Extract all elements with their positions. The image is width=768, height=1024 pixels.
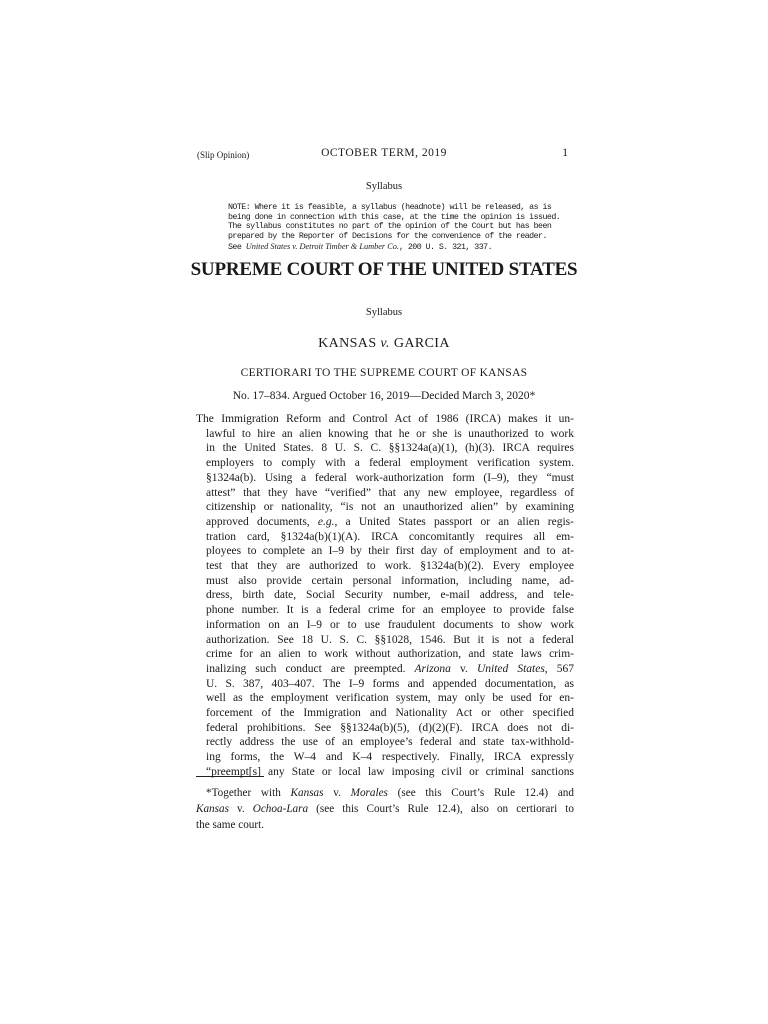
body-line: dress, birth date, Social Security number, e-mail address, and tele- xyxy=(206,589,574,602)
slip-opinion-label: (Slip Opinion) xyxy=(197,150,250,160)
note-citation-suffix: , 200 U. S. 321, 337. xyxy=(398,242,492,252)
body-line: The Immigration Reform and Control Act of 1986 (IRCA) makes it un- xyxy=(196,413,574,425)
body-line: “preempt[s] any State or local law imposing civil or criminal sanctions xyxy=(206,765,574,778)
body-line: tration card, §1324a(b)(1)(A). IRCA concomitantly requires all em- xyxy=(206,530,574,543)
body-line: phone number. It is a federal crime for an employee to provide false xyxy=(206,604,574,617)
court-title: SUPREME COURT OF THE UNITED STATES xyxy=(190,259,578,280)
body-line: well as the employment verification system, may only be used for en- xyxy=(206,692,574,705)
note-line-citation xyxy=(228,242,542,253)
body-line: forcement of the Immigration and Nationality Act or other specified xyxy=(206,707,574,720)
body-line: federal prohibitions. See §§1324a(b)(5), (d)(2)(F). IRCA does not di- xyxy=(206,721,574,734)
body-line: citizenship or nationality, “is not an unauthorized alien” by examining xyxy=(206,501,574,514)
note-line: The syllabus constitutes no part of the opinion of the Court but has been xyxy=(228,222,552,232)
term-label: OCTOBER TERM, 2019 xyxy=(321,147,447,159)
body-line: test that they are authorized to work. §1324a(b)(2). Every employee xyxy=(206,560,574,573)
body-line: in the United States. 8 U. S. C. §§1324a(a)(1), (h)(3). IRCA requires xyxy=(206,442,574,455)
note-citation-case: United States v. Detroit Timber & Lumber Co. xyxy=(245,241,399,251)
body-fragment: , 567 xyxy=(544,662,574,675)
body-line: ployees to complete an I–9 by their first day of employment and to at- xyxy=(206,545,574,558)
respondent-name: GARCIA xyxy=(393,336,450,351)
body-italic: Arizona xyxy=(414,662,451,675)
body-line: must also provide certain personal information, including name, ad- xyxy=(206,574,574,587)
note-line: being done in connection with this case, at the time the opinion is issued. xyxy=(228,212,561,222)
footnote-divider xyxy=(196,776,264,777)
body-fragment: approved documents, xyxy=(206,515,318,528)
body-line: lawful to hire an alien knowing that he or she is unauthorized to work xyxy=(206,427,574,440)
syllabus-heading: Syllabus xyxy=(365,307,403,318)
footnote-line xyxy=(196,801,574,817)
reporter-note xyxy=(228,203,561,253)
certiorari-line: CERTIORARI TO THE SUPREME COURT OF KANSAS xyxy=(240,367,528,379)
note-line: prepared by the Reporter of Decisions for the convenience of the reader. xyxy=(228,232,547,242)
footnote xyxy=(196,785,574,833)
footnote-fragment: v. xyxy=(228,803,253,815)
footnote-italic: Ochoa-Lara xyxy=(252,803,309,815)
body-line xyxy=(196,515,574,530)
body-line xyxy=(196,662,574,677)
docket-line: No. 17–834. Argued October 16, 2019—Decided March 3, 2020* xyxy=(232,390,536,402)
footnote-line xyxy=(196,785,574,801)
body-italic: e.g. xyxy=(317,515,335,528)
footnote-italic: Morales xyxy=(350,787,388,799)
body-fragment: v. xyxy=(450,662,477,675)
note-citation-prefix: See xyxy=(228,242,246,252)
footnote-italic: Kansas xyxy=(290,787,324,799)
footnote-fragment: *Together with xyxy=(206,787,291,799)
versus-label: v. xyxy=(380,336,390,351)
body-line: information on an I–9 or to use fraudulent documents to show work xyxy=(206,618,574,631)
note-line: NOTE: Where it is feasible, a syllabus (headnote) will be released, as is xyxy=(228,203,552,212)
petitioner-name: KANSAS xyxy=(318,336,377,351)
body-line: authorization. See 18 U. S. C. §§1028, 1546. But it is not a federal xyxy=(206,633,574,646)
body-line: ing forms, the W–4 and K–4 respectively. Finally, IRCA expressly xyxy=(206,751,574,764)
footnote-italic: Kansas xyxy=(196,803,229,815)
case-title xyxy=(197,336,571,352)
body-fragment: , a United States passport or an alien regis- xyxy=(334,515,574,528)
footnote-line: the same court. xyxy=(196,819,265,831)
page-number: 1 xyxy=(562,147,568,159)
body-line: attest” that they have “verified” that any new employee, regardless of xyxy=(206,486,574,499)
footnote-fragment: v. xyxy=(323,787,351,799)
body-line: U. S. 387, 403–407. The I–9 forms and appended documentation, as xyxy=(206,677,574,690)
body-fragment: inalizing such conduct are preempted. xyxy=(206,662,415,675)
body-line: §1324a(b). Using a federal work-authorization form (I–9), they “must xyxy=(206,471,574,484)
footnote-fragment: (see this Court’s Rule 12.4), also on certiorari to xyxy=(308,803,574,815)
syllabus-body xyxy=(196,412,574,780)
page-header xyxy=(197,147,571,163)
footnote-fragment: (see this Court’s Rule 12.4) and xyxy=(387,787,574,799)
body-line: crime for an alien to work without authorization, and state laws crim- xyxy=(206,648,574,661)
body-line: rectly address the use of an employee’s federal and state tax-withhold- xyxy=(206,736,574,749)
syllabus-heading-top: Syllabus xyxy=(365,181,403,192)
body-italic: United States xyxy=(476,662,545,675)
body-line: employers to comply with a federal employment verification system. xyxy=(206,457,574,470)
